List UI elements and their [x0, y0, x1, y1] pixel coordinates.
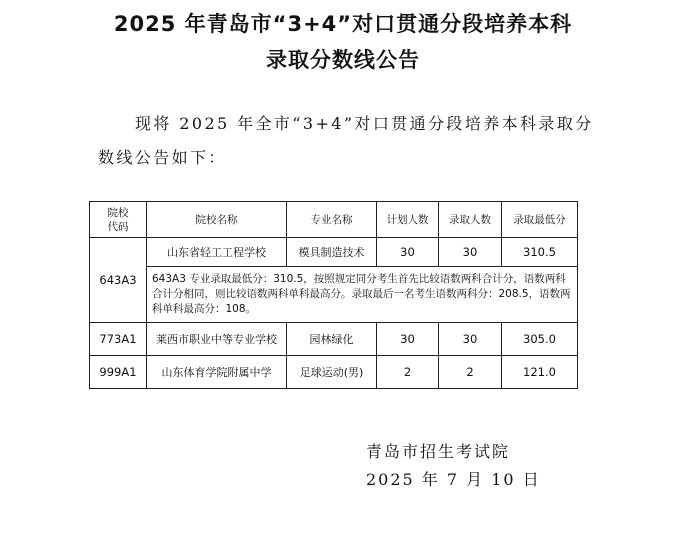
notice-title-line2: 录取分数线公告: [266, 48, 420, 72]
header-admitted-count: 录取人数: [439, 202, 502, 238]
header-school-code: 院校 代码: [90, 202, 147, 238]
cell-school-name: 山东体育学院附属中学: [147, 356, 287, 389]
cell-school-name: 莱西市职业中等专业学校: [147, 323, 287, 356]
table-note-row: [90, 267, 578, 323]
cell-plan-count: 30: [377, 323, 439, 356]
cell-school-code: 643A3: [90, 238, 147, 323]
intro-paragraph-line2: 数线公告如下：: [98, 148, 227, 167]
cell-school-code: 773A1: [90, 323, 147, 356]
cell-major-name: 模具制造技术: [287, 238, 377, 267]
header-school-name: 院校名称: [147, 202, 287, 238]
table-row: [90, 238, 578, 267]
table-row: [90, 323, 578, 356]
intro-paragraph-line1: 现将 2025 年全市“3+4”对口贯通分段培养本科录取分: [135, 114, 594, 133]
cell-min-score: 310.5: [502, 238, 578, 267]
cell-min-score: 121.0: [502, 356, 578, 389]
table-row: [90, 356, 578, 389]
cell-admitted-count: 30: [439, 323, 502, 356]
issuing-organization: 青岛市招生考试院: [366, 442, 511, 461]
cell-major-name: 足球运动(男): [287, 356, 377, 389]
notice-title-line1: 2025 年青岛市“3+4”对口贯通分段培养本科: [113, 12, 573, 36]
header-plan-count: 计划人数: [377, 202, 439, 238]
issue-date: 2025 年 7 月 10 日: [366, 470, 541, 489]
cell-plan-count: 2: [377, 356, 439, 389]
header-min-score: 录取最低分: [502, 202, 578, 238]
cell-admitted-count: 30: [439, 238, 502, 267]
cell-tiebreak-note: 643A3 专业录取最低分：310.5，按照规定同分考生首先比较语数两科合计分，语数两科合计分相同，则比较语数两科单科最高分。录取最后一名考生语数两科分：208.5，语数两科单科最高分：108。: [147, 267, 578, 323]
table-header-row: [90, 202, 578, 238]
cell-min-score: 305.0: [502, 323, 578, 356]
cell-school-name: 山东省轻工工程学校: [147, 238, 287, 267]
cell-school-code: 999A1: [90, 356, 147, 389]
cell-major-name: 园林绿化: [287, 323, 377, 356]
admission-score-table: [89, 201, 578, 389]
cell-admitted-count: 2: [439, 356, 502, 389]
header-major-name: 专业名称: [287, 202, 377, 238]
cell-plan-count: 30: [377, 238, 439, 267]
